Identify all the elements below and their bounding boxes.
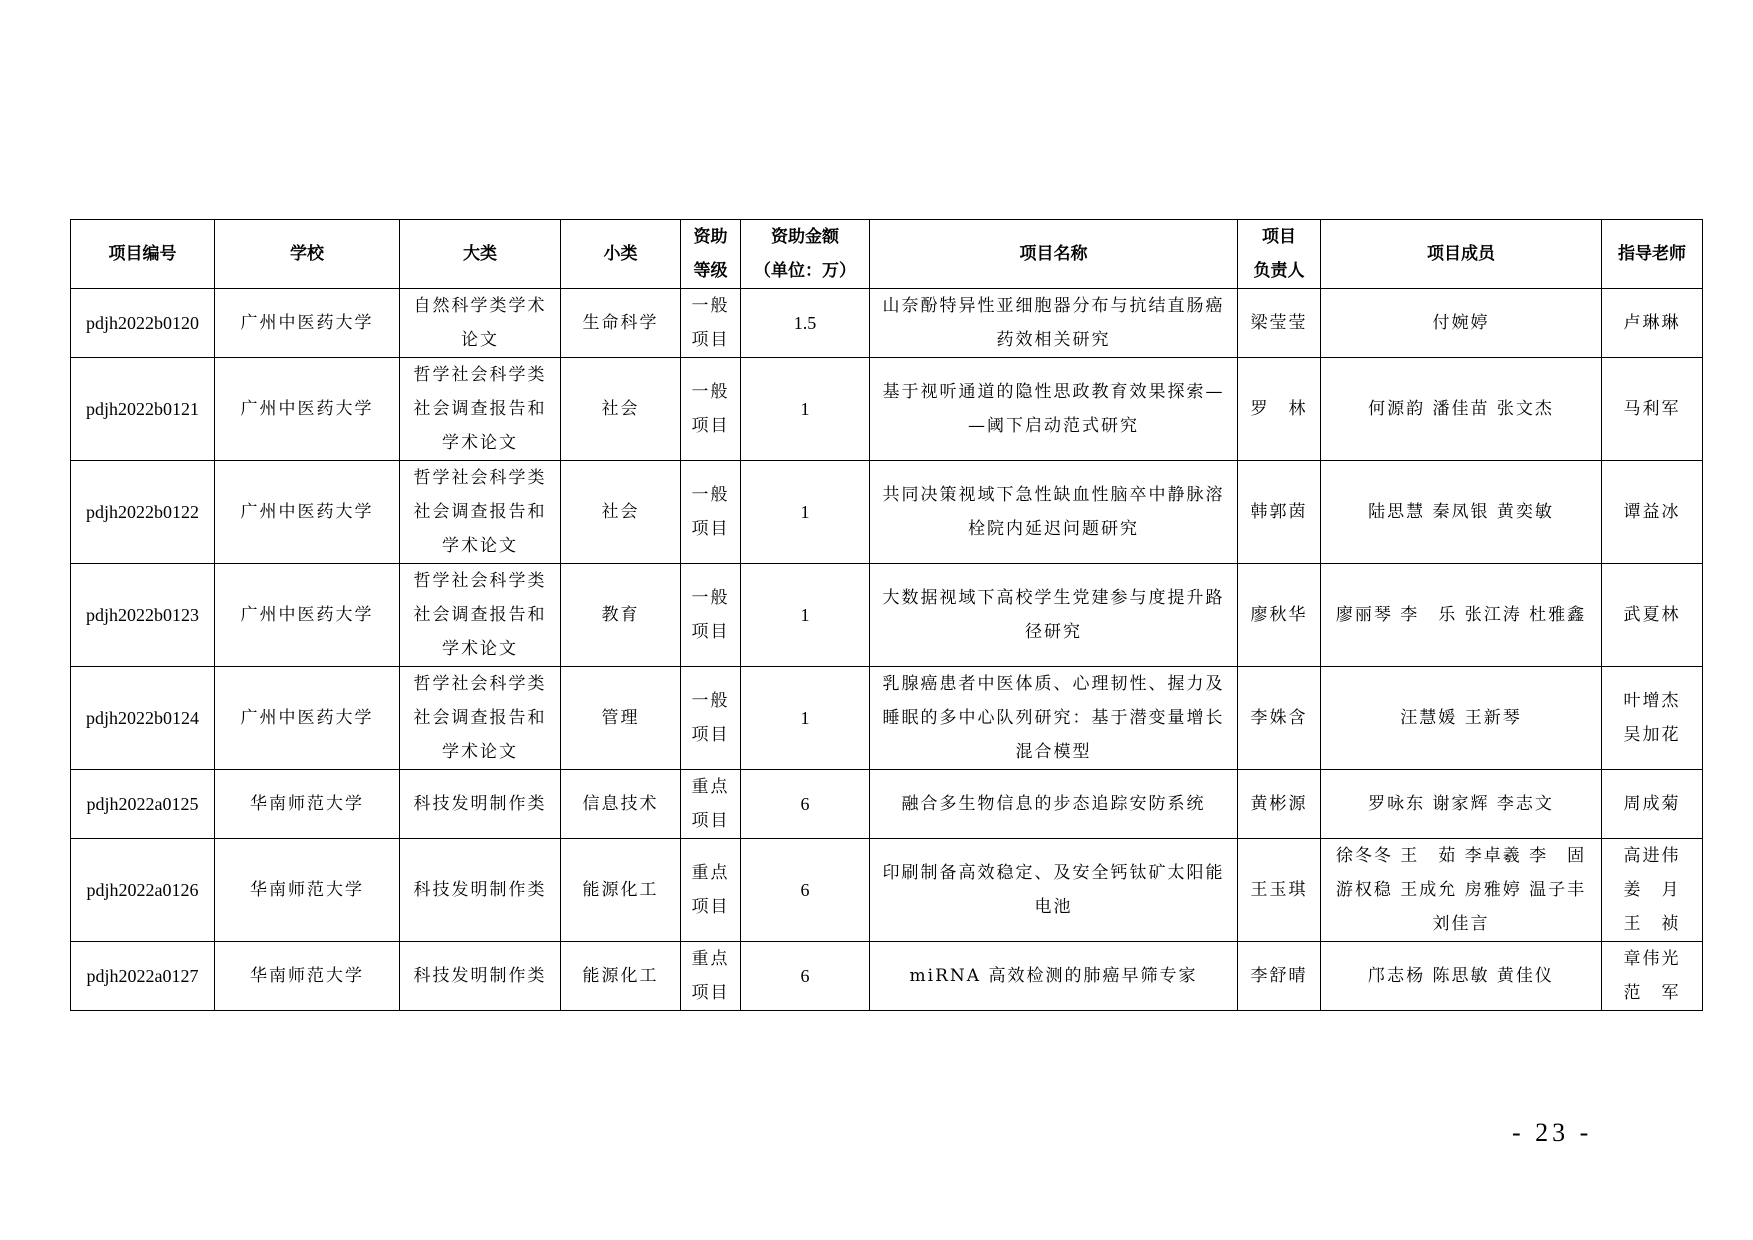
- cell-school: 广州中医药大学: [215, 667, 400, 770]
- table-row: [71, 667, 1703, 770]
- cell-level: 一般 项目: [681, 289, 741, 358]
- cell-minor: 能源化工: [561, 839, 681, 942]
- cell-major: 哲学社会科学类 社会调查报告和 学术论文: [400, 667, 561, 770]
- cell-name: miRNA 高效检测的肺癌早筛专家: [870, 942, 1238, 1011]
- header-row: [71, 220, 1703, 289]
- cell-level: 一般 项目: [681, 358, 741, 461]
- cell-level: 一般 项目: [681, 461, 741, 564]
- cell-members: 徐冬冬 王 茹 李卓羲 李 固 游权稳 王成允 房雅婷 温子丰 刘佳言: [1321, 839, 1602, 942]
- cell-name: 山奈酚特异性亚细胞器分布与抗结直肠癌 药效相关研究: [870, 289, 1238, 358]
- cell-advisor: 马利军: [1602, 358, 1703, 461]
- cell-amount: 6: [741, 942, 870, 1011]
- cell-leader: 李姝含: [1238, 667, 1321, 770]
- cell-members: 何源韵 潘佳苗 张文杰: [1321, 358, 1602, 461]
- cell-major: 自然科学类学术 论文: [400, 289, 561, 358]
- table-row: [71, 358, 1703, 461]
- cell-code: pdjh2022b0123: [71, 564, 215, 667]
- cell-name: 乳腺癌患者中医体质、心理韧性、握力及 睡眠的多中心队列研究：基于潜变量增长 混合模型: [870, 667, 1238, 770]
- cell-amount: 1: [741, 358, 870, 461]
- header-members: 项目成员: [1321, 220, 1602, 289]
- table-row: [71, 942, 1703, 1011]
- cell-major: 科技发明制作类: [400, 839, 561, 942]
- cell-leader: 韩郭茵: [1238, 461, 1321, 564]
- cell-leader: 王玉琪: [1238, 839, 1321, 942]
- cell-name: 印刷制备高效稳定、及安全钙钛矿太阳能 电池: [870, 839, 1238, 942]
- table-row: [71, 564, 1703, 667]
- cell-level: 重点 项目: [681, 770, 741, 839]
- cell-advisor: 周成菊: [1602, 770, 1703, 839]
- cell-school: 广州中医药大学: [215, 564, 400, 667]
- project-table: [70, 219, 1703, 1011]
- cell-name: 基于视听通道的隐性思政教育效果探索— —阈下启动范式研究: [870, 358, 1238, 461]
- cell-amount: 1: [741, 461, 870, 564]
- cell-leader: 黄彬源: [1238, 770, 1321, 839]
- cell-leader: 廖秋华: [1238, 564, 1321, 667]
- cell-major: 哲学社会科学类 社会调查报告和 学术论文: [400, 358, 561, 461]
- page-number: - 23 -: [1512, 1118, 1593, 1147]
- cell-members: 罗咏东 谢家辉 李志文: [1321, 770, 1602, 839]
- cell-minor: 生命科学: [561, 289, 681, 358]
- cell-advisor: 叶增杰 吴加花: [1602, 667, 1703, 770]
- header-leader: 项目 负责人: [1238, 220, 1321, 289]
- cell-school: 华南师范大学: [215, 770, 400, 839]
- cell-code: pdjh2022b0120: [71, 289, 215, 358]
- cell-name: 大数据视域下高校学生党建参与度提升路 径研究: [870, 564, 1238, 667]
- cell-amount: 1: [741, 564, 870, 667]
- cell-school: 华南师范大学: [215, 942, 400, 1011]
- cell-minor: 社会: [561, 461, 681, 564]
- header-code: 项目编号: [71, 220, 215, 289]
- cell-code: pdjh2022a0127: [71, 942, 215, 1011]
- cell-school: 广州中医药大学: [215, 358, 400, 461]
- cell-advisor: 章伟光 范 军: [1602, 942, 1703, 1011]
- cell-major: 科技发明制作类: [400, 770, 561, 839]
- cell-minor: 管理: [561, 667, 681, 770]
- cell-members: 邝志杨 陈思敏 黄佳仪: [1321, 942, 1602, 1011]
- cell-members: 廖丽琴 李 乐 张江涛 杜雅鑫: [1321, 564, 1602, 667]
- cell-members: 陆思慧 秦凤银 黄奕敏: [1321, 461, 1602, 564]
- table-row: [71, 770, 1703, 839]
- cell-school: 广州中医药大学: [215, 461, 400, 564]
- cell-code: pdjh2022a0125: [71, 770, 215, 839]
- cell-code: pdjh2022b0122: [71, 461, 215, 564]
- cell-amount: 6: [741, 839, 870, 942]
- header-name: 项目名称: [870, 220, 1238, 289]
- cell-code: pdjh2022b0124: [71, 667, 215, 770]
- cell-name: 共同决策视域下急性缺血性脑卒中静脉溶 栓院内延迟问题研究: [870, 461, 1238, 564]
- header-minor: 小类: [561, 220, 681, 289]
- header-level: 资助 等级: [681, 220, 741, 289]
- cell-advisor: 卢琳琳: [1602, 289, 1703, 358]
- cell-amount: 1.5: [741, 289, 870, 358]
- cell-amount: 1: [741, 667, 870, 770]
- header-major: 大类: [400, 220, 561, 289]
- table-row: [71, 289, 1703, 358]
- cell-level: 重点 项目: [681, 839, 741, 942]
- cell-school: 广州中医药大学: [215, 289, 400, 358]
- table-row: [71, 839, 1703, 942]
- cell-name: 融合多生物信息的步态追踪安防系统: [870, 770, 1238, 839]
- cell-amount: 6: [741, 770, 870, 839]
- cell-minor: 能源化工: [561, 942, 681, 1011]
- header-school: 学校: [215, 220, 400, 289]
- cell-minor: 信息技术: [561, 770, 681, 839]
- header-amount: 资助金额 （单位：万）: [741, 220, 870, 289]
- cell-members: 付婉婷: [1321, 289, 1602, 358]
- cell-leader: 梁莹莹: [1238, 289, 1321, 358]
- cell-members: 汪慧媛 王新琴: [1321, 667, 1602, 770]
- table-row: [71, 461, 1703, 564]
- cell-leader: 李舒晴: [1238, 942, 1321, 1011]
- cell-leader: 罗 林: [1238, 358, 1321, 461]
- cell-advisor: 武夏林: [1602, 564, 1703, 667]
- cell-major: 科技发明制作类: [400, 942, 561, 1011]
- cell-minor: 社会: [561, 358, 681, 461]
- cell-level: 重点 项目: [681, 942, 741, 1011]
- cell-advisor: 高进伟 姜 月 王 祯: [1602, 839, 1703, 942]
- cell-level: 一般 项目: [681, 564, 741, 667]
- cell-level: 一般 项目: [681, 667, 741, 770]
- cell-major: 哲学社会科学类 社会调查报告和 学术论文: [400, 461, 561, 564]
- header-advisor: 指导老师: [1602, 220, 1703, 289]
- cell-advisor: 谭益冰: [1602, 461, 1703, 564]
- cell-minor: 教育: [561, 564, 681, 667]
- cell-major: 哲学社会科学类 社会调查报告和 学术论文: [400, 564, 561, 667]
- cell-code: pdjh2022b0121: [71, 358, 215, 461]
- cell-code: pdjh2022a0126: [71, 839, 215, 942]
- cell-school: 华南师范大学: [215, 839, 400, 942]
